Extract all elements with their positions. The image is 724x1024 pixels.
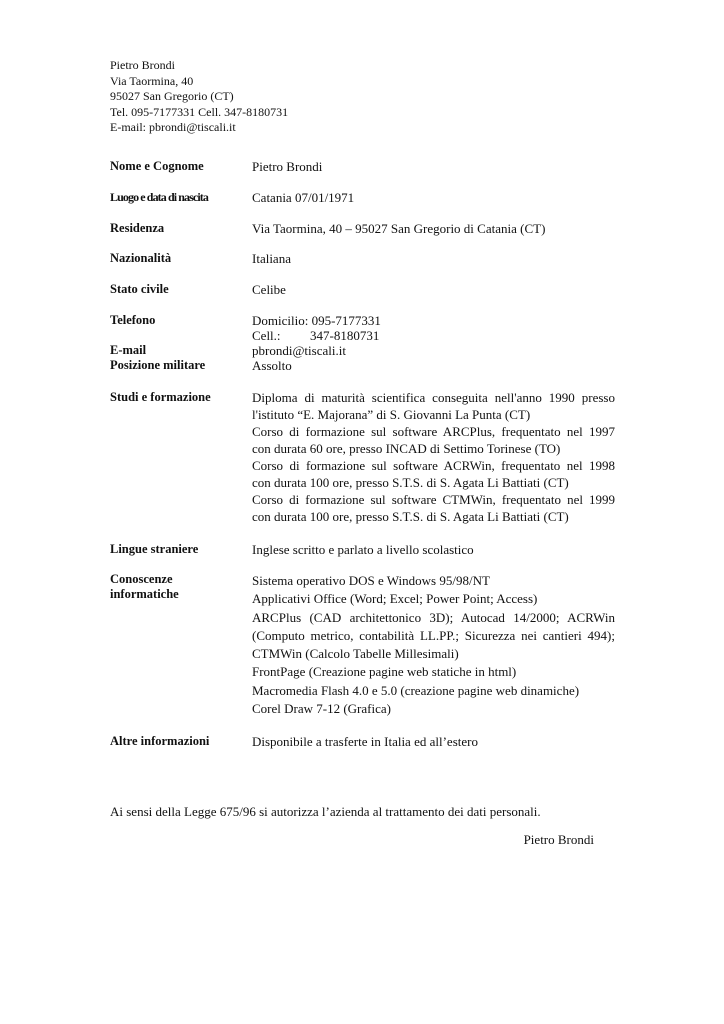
label-nazionalita: Nazionalità — [110, 251, 172, 265]
label-militare: Posizione militare — [110, 358, 206, 372]
value-residenza: Via Taormina, 40 – 95027 San Gregorio di Catania (CT) — [252, 221, 546, 236]
conoscenze-line: CTMWin (Calcolo Tabelle Millesimali) — [252, 646, 459, 662]
cell-number: 347-8180731 — [310, 328, 380, 343]
value-altre: Disponibile a trasferte in Italia ed all’estero — [252, 734, 478, 749]
conoscenze-line: Corel Draw 7-12 (Grafica) — [252, 701, 391, 717]
label-conoscenze-line2: informatiche — [110, 587, 179, 601]
label-studi: Studi e formazione — [110, 390, 211, 404]
label-email: E-mail — [110, 343, 147, 357]
studi-line: Corso di formazione sul software ACRWin, frequentato nel 1998 — [252, 458, 615, 473]
conoscenze-line: Sistema operativo DOS e Windows 95/98/NT — [252, 573, 490, 588]
address-header — [110, 58, 288, 136]
label-lingue: Lingue straniere — [110, 542, 199, 556]
value-nome: Pietro Brondi — [252, 159, 323, 174]
label-conoscenze — [110, 572, 179, 602]
conoscenze-line: FrontPage (Creazione pagine web statiche in html) — [252, 664, 517, 680]
cell-label: Cell.: — [252, 328, 281, 343]
signature: Pietro Brondi — [523, 832, 594, 847]
conoscenze-line: ARCPlus (CAD architettonico 3D); Autocad 14/2000; ACRWin — [252, 609, 615, 625]
header-city: 95027 San Gregorio (CT) — [110, 89, 234, 103]
label-residenza: Residenza — [110, 221, 165, 235]
studi-line: Corso di formazione sul software ARCPlus, frequentato nel 1997 — [252, 424, 615, 439]
studi-line: con durata 100 ore, presso S.T.S. di S. Agata Li Battiati (CT) — [252, 509, 569, 524]
value-militare: Assolto — [252, 358, 292, 373]
conoscenze-line: (Computo metrico, contabilità LL.PP.; Sicurezza nei cantieri 494); — [252, 627, 615, 643]
value-studi — [252, 389, 615, 525]
value-lingue: Inglese scritto e parlato a livello scolastico — [252, 542, 474, 557]
header-phones: Tel. 095-7177331 Cell. 347-8180731 — [110, 104, 289, 119]
label-altre: Altre informazioni — [110, 734, 210, 748]
value-luogo: Catania 07/01/1971 — [252, 190, 355, 205]
conoscenze-line: Applicativi Office (Word; Excel; Power Point; Access) — [252, 591, 538, 607]
value-nazionalita: Italiana — [252, 251, 291, 266]
label-telefono: Telefono — [110, 313, 156, 327]
studi-line: con durata 100 ore, presso S.T.S. di S. Agata Li Battiati (CT) — [252, 475, 569, 490]
value-stato-civile: Celibe — [252, 282, 286, 297]
label-luogo: Luogo e data di nascita — [110, 190, 208, 204]
header-street: Via Taormina, 40 — [110, 73, 194, 88]
privacy-consent: Ai sensi della Legge 675/96 si autorizza l’azienda al trattamento dei dati personali. — [110, 804, 541, 819]
value-email: pbrondi@tiscali.it — [252, 343, 346, 358]
header-email: E-mail: pbrondi@tiscali.it — [110, 120, 236, 134]
studi-line: l'istituto “E. Majorana” di S. Giovanni La Punta (CT) — [252, 407, 531, 422]
value-domicilio: Domicilio: 095-7177331 — [252, 313, 381, 328]
label-conoscenze-line1: Conoscenze — [110, 572, 173, 586]
studi-line: con durata 60 ore, presso INCAD di Settimo Torinese (TO) — [252, 441, 561, 456]
studi-line: Corso di formazione sul software CTMWin, frequentato nel 1999 — [252, 492, 615, 507]
label-nome: Nome e Cognome — [110, 159, 204, 173]
value-conoscenze — [252, 572, 615, 718]
conoscenze-line: Macromedia Flash 4.0 e 5.0 (creazione pagine web dinamiche) — [252, 682, 580, 698]
header-name: Pietro Brondi — [110, 58, 175, 72]
label-stato-civile: Stato civile — [110, 282, 169, 296]
studi-line: Diploma di maturità scientifica conseguita nell'anno 1990 presso — [252, 390, 615, 405]
